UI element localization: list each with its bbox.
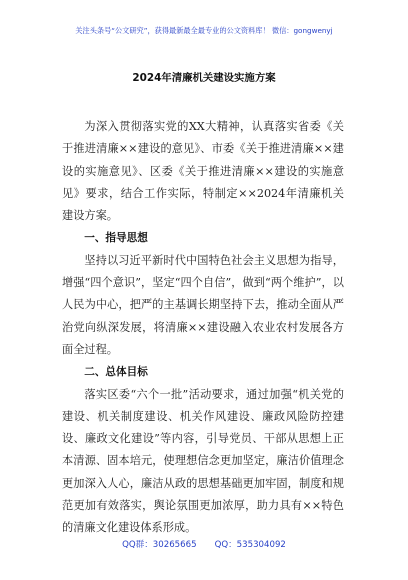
section-body-guiding-ideology: 坚持以习近平新时代中国特色社会主义思想为指导，增强“四个意识”，坚定“四个自信”，做到“两个维护”，以人民为中心，把严的主基调长期坚持下去，推动全面从严治党向纵深发展，将清廉××建设融入农业农村发展各方面全过程。 bbox=[62, 253, 344, 356]
document-body bbox=[62, 116, 344, 540]
intro-paragraph: 为深入贯彻落实党的XX大精神，认真落实省委《关于推进清廉××建设的意见》、市委《关于推进清廉××建设的实施意见》、区委《关于推进清廉××建设的实施意见》要求，结合工作实际，特制定××2024年清廉机关建设方案。 bbox=[62, 120, 344, 223]
section-body-overall-goal: 落实区委“六个一批”活动要求，通过加强“机关党的建设、机关制度建设、机关作风建设、廉政风险防控建设、廉政文化建设”等内容，引导党员、干部从思想上正本清源、固本培元，使理想信念更加坚定，廉洁价值理念更加深入人心，廉洁从政的思想基础更加牢固，制度和规范更加有效落实，舆论氛围更加浓厚，助力具有××特色的清廉文化建设体系形成。 bbox=[62, 387, 344, 535]
footer-qq: QQ：535304092 bbox=[214, 540, 286, 550]
top-banner: 关注头条号“公文研究”，获得最新最全最专业的公文资料库！ 微信：gongwenyj bbox=[75, 26, 333, 35]
footer-qq-group: QQ群：30265665 bbox=[122, 540, 197, 550]
section-heading-guiding-ideology: 一、指导思想 bbox=[84, 232, 148, 245]
section-heading-overall-goal: 二、总体目标 bbox=[84, 366, 148, 379]
document-title: 2024年清廉机关建设实施方案 bbox=[132, 72, 276, 84]
footer-contact bbox=[0, 538, 408, 550]
